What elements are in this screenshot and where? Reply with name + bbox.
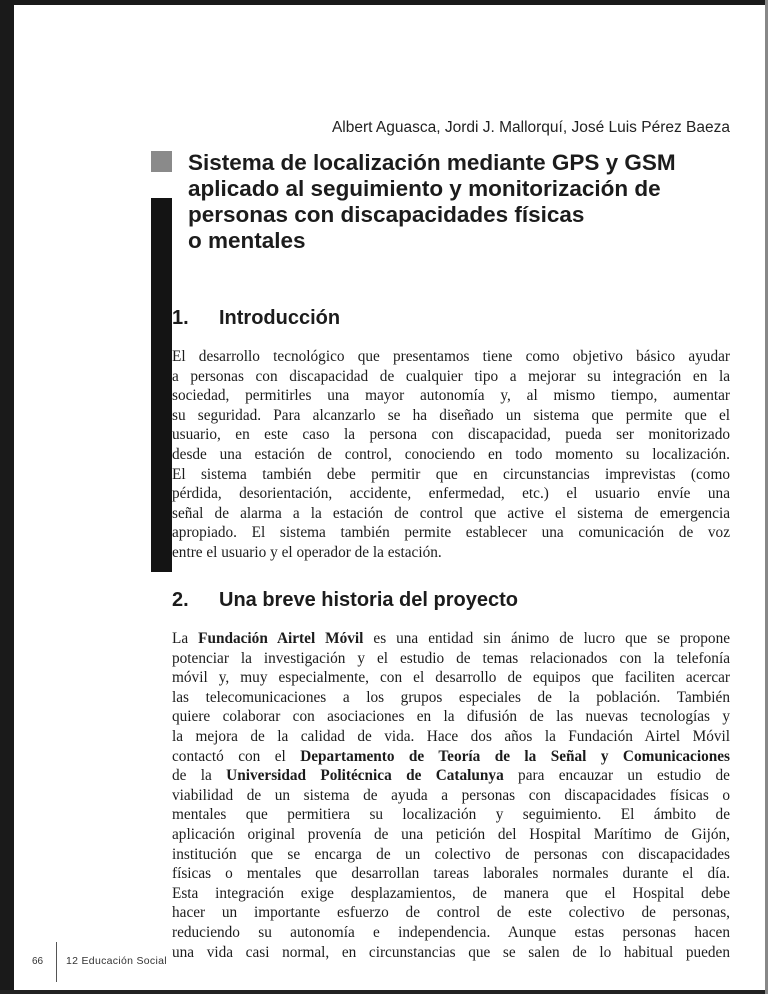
text-line: apropiado. El sistema también permite establecer una comunicación de voz (172, 524, 730, 542)
text-line: viabilidad de un sistema de ayuda a personas con discapacidades físicas o (172, 786, 730, 804)
text-line: las telecomunicaciones a los grupos especiales de la población. También (172, 688, 730, 706)
article-title-line: o mentales (188, 228, 306, 253)
text-line: aplicación original provenía de una petición del Hospital Marítimo de Gijón, (172, 825, 730, 843)
section-heading-historia (172, 589, 518, 612)
section-marker-bar (151, 198, 172, 572)
section-number: 1. (172, 307, 189, 329)
article-title-line: personas con discapacidades físicas (188, 202, 585, 227)
text-line: hacer un importante esfuerzo de control de este colectivo de personas, (172, 904, 730, 922)
text-line: físicas o mentales que desarrollan tareas laborales normales durante el día. (172, 865, 730, 883)
text-line: móvil y, muy especialmente, con el desarrollo de equipos que faciliten acercar (172, 669, 730, 687)
text-line: contactó con el Departamento de Teoría de la Señal y Comunicaciones (172, 747, 730, 765)
journal-name: 12 Educación Social (66, 955, 167, 967)
bold-term: Universidad Politécnica de Catalunya (226, 767, 504, 785)
text-line: El sistema también debe permitir que en circunstancias imprevistas (como (172, 465, 730, 483)
article-title-line: Sistema de localización mediante GPS y GSM (188, 150, 676, 175)
text-line: su seguridad. Para alcanzarlo se ha diseñado un sistema que permite que el (172, 406, 730, 424)
text-line: una vida casi normal, en circunstancias que se salen de lo habitual pueden (172, 943, 730, 961)
text-line: reduciendo su autonomía e independencia. Aunque estas personas hacen (172, 923, 730, 941)
text-line: entre el usuario y el operador de la estación. (172, 543, 442, 561)
text-line: la mejora de la calidad de vida. Hace dos años la Fundación Airtel Móvil (172, 727, 730, 745)
bold-term: Fundación Airtel Móvil (198, 630, 364, 647)
text-line: de la Universidad Politécnica de Catalunya para encauzar un estudio de (172, 767, 730, 785)
text-line: señal de alarma a la estación de control que active el sistema de emergencia (172, 504, 730, 522)
text-line: pérdida, desorientación, accidente, enfermedad, etc.) el usuario envíe una (172, 485, 730, 503)
article-title-line: aplicado al seguimiento y monitorización de (188, 176, 661, 201)
text-line: sociedad, permitirles una mayor autonomía y, al mismo tiempo, aumentar (172, 387, 730, 405)
historia-paragraph (172, 629, 730, 962)
text-line: Esta integración exige desplazamientos, de manera que el Hospital debe (172, 884, 730, 902)
text-line: La Fundación Airtel Móvil es una entidad sin ánimo de lucro que se propone (172, 630, 731, 647)
article-authors: Albert Aguasca, Jordi J. Mallorquí, José Luis Pérez Baeza (331, 119, 730, 136)
section-title: Introducción (219, 307, 341, 329)
text-line: El desarrollo tecnológico que presentamos tiene como objetivo básico ayudar (172, 348, 730, 365)
page-frame-top (0, 0, 768, 5)
bold-term: Departamento de Teoría de la Señal y Comunicaciones (300, 747, 730, 765)
text-line: quiere colaborar con asociaciones en la difusión de las nuevas tecnologías y (172, 708, 730, 726)
article-title (188, 150, 748, 254)
section-heading-introduccion (172, 307, 340, 330)
section-number: 2. (172, 589, 189, 611)
section-title: Una breve historia del proyecto (219, 589, 518, 611)
text-line: a personas con discapacidad de cualquier tipo a mejorar su integración en la (172, 367, 730, 385)
text-line: desde una estación de control, conociendo en todo momento su localización. (172, 445, 730, 463)
text-line: potenciar la investigación y el estudio de temas relacionados con la telefonía (172, 649, 730, 667)
text-line: usuario, en este caso la persona con discapacidad, pueda ser monitorizado (172, 426, 730, 444)
text-line: mentales que permitiera su localización y seguimiento. El ámbito de (172, 806, 730, 824)
introduccion-paragraph (172, 347, 730, 563)
page-number: 66 (32, 956, 44, 967)
footer-divider (56, 942, 57, 982)
page-frame-bottom (0, 990, 768, 994)
text-line: institución que se encarga de un colectivo de personas con discapacidades (172, 845, 730, 863)
title-marker-square (151, 151, 172, 172)
page-frame-left (0, 0, 14, 994)
